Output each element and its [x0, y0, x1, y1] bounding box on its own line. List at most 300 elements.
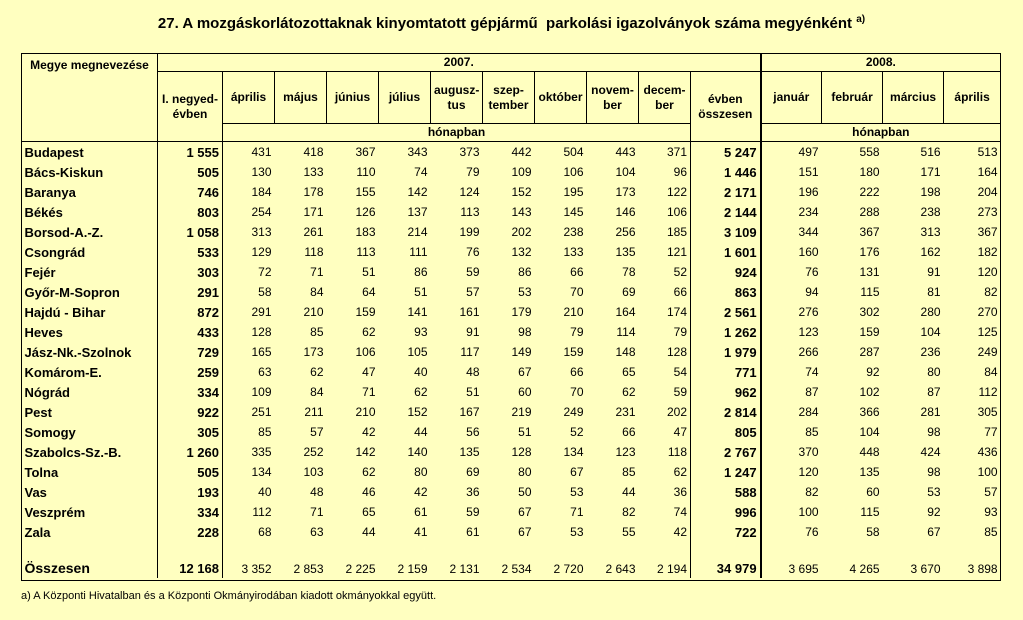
month-2007-value: 63 — [223, 362, 275, 382]
month-2008-value: 92 — [866, 365, 880, 379]
month-2008-value: 204 — [977, 185, 998, 199]
month-2007-value: 106 — [666, 205, 687, 219]
month-2007-value: 64 — [362, 285, 376, 299]
month-2007-value: 202 — [511, 225, 532, 239]
month-2007-value: 71 — [310, 265, 324, 279]
header-month-2007: augusz- tus — [431, 72, 483, 124]
header-month-2007: október — [535, 72, 587, 124]
month-2007-value: 85 — [223, 422, 275, 442]
month-2007-value: 114 — [616, 325, 636, 339]
month-2007-value: 418 — [303, 145, 324, 159]
month-2007-value: 2 534 — [501, 562, 532, 576]
month-2008-value: 234 — [761, 202, 822, 222]
month-2007-value: 343 — [407, 145, 428, 159]
month-2007-value: 3 352 — [223, 542, 275, 578]
month-2007-value: 252 — [303, 445, 324, 459]
month-2007-value: 173 — [303, 345, 324, 359]
year-total-value: 1 979 — [691, 342, 761, 362]
month-2008-value: 284 — [761, 402, 822, 422]
month-2007-value: 109 — [223, 382, 275, 402]
month-2008-value: 98 — [927, 425, 941, 439]
month-2008-value: 497 — [761, 142, 822, 163]
county-name: Összesen — [24, 560, 90, 576]
month-2008-value: 87 — [927, 385, 941, 399]
month-2007-value: 141 — [407, 305, 428, 319]
month-2007-value: 46 — [362, 485, 376, 499]
month-2007-value: 69 — [622, 285, 636, 299]
county-name: Békés — [24, 204, 63, 220]
month-2007-value: 145 — [563, 205, 584, 219]
month-2007-value: 133 — [563, 245, 584, 259]
table-row — [22, 362, 1001, 382]
year-total-value: 5 247 — [691, 142, 761, 163]
month-2007-value: 85 — [310, 325, 324, 339]
month-2008-value: 80 — [927, 365, 941, 379]
month-2008-value: 370 — [761, 442, 822, 462]
month-2008-value: 74 — [761, 362, 822, 382]
month-2007-value: 67 — [518, 525, 532, 539]
year-total-value: 1 262 — [691, 322, 761, 342]
q1-value: 505 — [158, 162, 223, 182]
table-row — [22, 442, 1001, 462]
q1-value: 1 260 — [158, 442, 223, 462]
parking-permits-table — [21, 53, 1001, 578]
header-month-2008: április — [944, 72, 1001, 124]
table-row — [22, 202, 1001, 222]
county-name: Pest — [24, 404, 52, 420]
month-2008-value: 131 — [859, 265, 880, 279]
month-2008-value: 151 — [761, 162, 822, 182]
month-2007-value: 80 — [518, 465, 532, 479]
header-q1: I. negyed- évben — [158, 72, 223, 142]
month-2007-value: 179 — [511, 305, 532, 319]
month-2007-value: 291 — [223, 302, 275, 322]
month-2007-value: 118 — [304, 245, 324, 259]
table-row — [22, 462, 1001, 482]
month-2008-value: 135 — [859, 465, 880, 479]
month-2007-value: 91 — [466, 325, 480, 339]
header-month-2007: június — [327, 72, 379, 124]
month-2007-value: 442 — [511, 145, 532, 159]
county-name: Csongrád — [24, 244, 86, 260]
month-2007-value: 70 — [570, 385, 584, 399]
month-2007-value: 178 — [303, 185, 324, 199]
year-total-value: 962 — [691, 382, 761, 402]
month-2007-value: 165 — [223, 342, 275, 362]
month-2008-value: 176 — [859, 245, 880, 259]
month-2007-value: 142 — [407, 185, 428, 199]
q1-value: 533 — [158, 242, 223, 262]
month-2008-value: 238 — [920, 205, 941, 219]
month-2007-value: 71 — [310, 505, 324, 519]
q1-value: 803 — [158, 202, 223, 222]
month-2007-value: 84 — [310, 385, 324, 399]
month-2007-value: 40 — [414, 365, 428, 379]
table-row — [22, 142, 1001, 163]
header-month-2007: szep- tember — [483, 72, 535, 124]
county-name: Tolna — [24, 464, 59, 480]
header-month-2008: március — [883, 72, 944, 124]
month-2008-value: 123 — [761, 322, 822, 342]
month-2008-value: 81 — [927, 285, 941, 299]
year-total-value: 2 144 — [691, 202, 761, 222]
month-2007-value: 62 — [362, 325, 376, 339]
month-2007-value: 161 — [459, 305, 480, 319]
month-2007-value: 111 — [409, 245, 428, 259]
header-monthly-2008: hónapban — [761, 124, 1001, 142]
month-2007-value: 128 — [223, 322, 275, 342]
county-name: Somogy — [24, 424, 76, 440]
month-2007-value: 155 — [355, 185, 376, 199]
month-2007-value: 52 — [673, 265, 687, 279]
month-2008-value: 196 — [761, 182, 822, 202]
year-total-value: 1 247 — [691, 462, 761, 482]
month-2007-value: 71 — [570, 505, 584, 519]
month-2007-value: 51 — [414, 285, 428, 299]
month-2007-value: 210 — [563, 305, 584, 319]
month-2007-value: 249 — [563, 405, 584, 419]
county-name: Vas — [24, 484, 47, 500]
header-month-2008: január — [761, 72, 822, 124]
month-2007-value: 51 — [362, 265, 376, 279]
q1-value: 259 — [158, 362, 223, 382]
month-2008-value: 57 — [984, 485, 998, 499]
month-2007-value: 2 159 — [397, 562, 428, 576]
month-2008-value: 516 — [920, 145, 941, 159]
month-2007-value: 44 — [622, 485, 636, 499]
month-2007-value: 44 — [362, 525, 376, 539]
month-2007-value: 109 — [511, 165, 532, 179]
month-2007-value: 76 — [466, 245, 480, 259]
month-2007-value: 66 — [673, 285, 687, 299]
county-name: Heves — [24, 324, 63, 340]
county-name: Szabolcs-Sz.-B. — [24, 444, 122, 460]
month-2007-value: 85 — [622, 465, 636, 479]
header-county: Megye megnevezése — [22, 54, 158, 142]
month-2007-value: 113 — [356, 245, 376, 259]
table-row — [22, 382, 1001, 402]
month-2007-value: 148 — [615, 345, 636, 359]
year-total-value: 34 979 — [691, 542, 761, 578]
q1-value: 303 — [158, 262, 223, 282]
month-2007-value: 36 — [466, 485, 480, 499]
month-2007-value: 238 — [563, 225, 584, 239]
month-2008-value: 313 — [920, 225, 941, 239]
month-2007-value: 2 643 — [605, 562, 636, 576]
month-2007-value: 173 — [615, 185, 636, 199]
month-2007-value: 106 — [355, 345, 376, 359]
month-2007-value: 60 — [518, 385, 532, 399]
month-2008-value: 281 — [920, 405, 941, 419]
month-2007-value: 128 — [511, 445, 532, 459]
month-2007-value: 184 — [223, 182, 275, 202]
month-2007-value: 133 — [303, 165, 324, 179]
table-row — [22, 342, 1001, 362]
table-title: 27. A mozgáskorlátozottaknak kinyomtatott gépjármű parkolási igazolványok száma megyénként $^{a)}$ — [157, 14, 866, 32]
month-2008-value: 249 — [977, 345, 998, 359]
table-row — [22, 482, 1001, 502]
month-2007-value: 159 — [563, 345, 584, 359]
month-2008-value: 77 — [984, 425, 998, 439]
month-2007-value: 126 — [355, 205, 376, 219]
month-2007-value: 2 720 — [553, 562, 584, 576]
month-2007-value: 68 — [223, 522, 275, 542]
month-2007-value: 210 — [355, 405, 376, 419]
month-2007-value: 152 — [511, 185, 532, 199]
header-year-total: évben összesen — [691, 72, 761, 142]
q1-value: 193 — [158, 482, 223, 502]
county-name: Budapest — [24, 144, 84, 160]
q1-value: 1 058 — [158, 222, 223, 242]
q1-value: 729 — [158, 342, 223, 362]
month-2007-value: 71 — [362, 385, 376, 399]
month-2008-value: 171 — [920, 165, 941, 179]
month-2007-value: 66 — [622, 425, 636, 439]
month-2007-value: 137 — [407, 205, 428, 219]
month-2007-value: 171 — [303, 205, 324, 219]
month-2008-value: 288 — [859, 205, 880, 219]
month-2007-value: 74 — [414, 165, 428, 179]
table-row — [22, 402, 1001, 422]
county-name: Bács-Kiskun — [24, 164, 104, 180]
month-2008-value: 160 — [761, 242, 822, 262]
q1-value: 12 168 — [158, 542, 223, 578]
table-body — [22, 142, 1001, 579]
county-name: Zala — [24, 524, 51, 540]
month-2008-value: 115 — [860, 285, 880, 299]
month-2007-value: 443 — [615, 145, 636, 159]
header-month-2008: február — [822, 72, 883, 124]
month-2007-value: 66 — [570, 265, 584, 279]
month-2007-value: 57 — [310, 425, 324, 439]
month-2007-value: 48 — [466, 365, 480, 379]
month-2007-value: 142 — [355, 445, 376, 459]
month-2008-value: 273 — [977, 205, 998, 219]
month-2007-value: 164 — [615, 305, 636, 319]
month-2007-value: 62 — [362, 465, 376, 479]
month-2007-value: 152 — [407, 405, 428, 419]
month-2007-value: 53 — [570, 485, 584, 499]
year-total-value: 3 109 — [691, 222, 761, 242]
header-month-2007: decem- ber — [639, 72, 691, 124]
month-2007-value: 121 — [666, 245, 687, 259]
month-2007-value: 367 — [355, 145, 376, 159]
month-2007-value: 129 — [223, 242, 275, 262]
month-2008-value: 100 — [977, 465, 998, 479]
month-2008-value: 367 — [977, 225, 998, 239]
month-2008-value: 100 — [761, 502, 822, 522]
month-2007-value: 74 — [673, 505, 687, 519]
month-2007-value: 183 — [355, 225, 376, 239]
month-2008-value: 270 — [977, 305, 998, 319]
month-2007-value: 51 — [518, 425, 532, 439]
table-row — [22, 162, 1001, 182]
month-2008-value: 366 — [859, 405, 880, 419]
month-2008-value: 3 695 — [761, 542, 822, 578]
month-2007-value: 210 — [303, 305, 324, 319]
month-2007-value: 53 — [518, 285, 532, 299]
month-2007-value: 62 — [622, 385, 636, 399]
month-2007-value: 78 — [622, 265, 636, 279]
month-2008-value: 58 — [866, 525, 880, 539]
table-row — [22, 282, 1001, 302]
month-2008-value: 60 — [866, 485, 880, 499]
month-2007-value: 124 — [459, 185, 480, 199]
month-2007-value: 59 — [673, 385, 687, 399]
month-2007-value: 98 — [518, 325, 532, 339]
table-row — [22, 502, 1001, 522]
month-2007-value: 47 — [673, 425, 687, 439]
month-2007-value: 67 — [570, 465, 584, 479]
month-2007-value: 86 — [518, 265, 532, 279]
month-2008-value: 85 — [761, 422, 822, 442]
year-total-value: 863 — [691, 282, 761, 302]
month-2007-value: 371 — [666, 145, 687, 159]
month-2008-value: 159 — [859, 325, 880, 339]
month-2008-value: 424 — [920, 445, 941, 459]
month-2007-value: 106 — [563, 165, 584, 179]
month-2007-value: 47 — [362, 365, 376, 379]
month-2008-value: 276 — [761, 302, 822, 322]
month-2007-value: 48 — [310, 485, 324, 499]
month-2007-value: 61 — [466, 525, 480, 539]
month-2007-value: 174 — [666, 305, 687, 319]
month-2008-value: 76 — [761, 522, 822, 542]
month-2007-value: 86 — [414, 265, 428, 279]
month-2007-value: 202 — [666, 405, 687, 419]
q1-value: 334 — [158, 382, 223, 402]
month-2008-value: 436 — [977, 445, 998, 459]
month-2008-value: 102 — [859, 385, 880, 399]
year-total-value: 2 767 — [691, 442, 761, 462]
month-2008-value: 305 — [977, 405, 998, 419]
q1-value: 505 — [158, 462, 223, 482]
month-2007-value: 135 — [615, 245, 636, 259]
month-2008-value: 344 — [761, 222, 822, 242]
month-2008-value: 280 — [920, 305, 941, 319]
month-2008-value: 222 — [859, 185, 880, 199]
month-2007-value: 211 — [304, 405, 324, 419]
header-year-2008: 2008. — [761, 54, 1001, 72]
table-row — [22, 182, 1001, 202]
month-2007-value: 251 — [223, 402, 275, 422]
month-2007-value: 82 — [622, 505, 636, 519]
month-2007-value: 79 — [673, 325, 687, 339]
month-2007-value: 199 — [459, 225, 480, 239]
month-2007-value: 261 — [303, 225, 324, 239]
month-2008-value: 266 — [761, 342, 822, 362]
month-2007-value: 96 — [673, 165, 687, 179]
month-2007-value: 431 — [223, 142, 275, 163]
month-2007-value: 67 — [518, 505, 532, 519]
month-2008-value: 92 — [927, 505, 941, 519]
county-name: Veszprém — [24, 504, 86, 520]
q1-value: 922 — [158, 402, 223, 422]
month-2007-value: 54 — [673, 365, 687, 379]
table-row — [22, 422, 1001, 442]
month-2007-value: 52 — [570, 425, 584, 439]
table-row — [22, 222, 1001, 242]
year-total-value: 2 561 — [691, 302, 761, 322]
month-2007-value: 2 853 — [293, 562, 324, 576]
month-2008-value: 448 — [859, 445, 880, 459]
month-2007-value: 67 — [518, 365, 532, 379]
header-year-2007: 2007. — [158, 54, 761, 72]
month-2008-value: 53 — [927, 485, 941, 499]
month-2007-value: 61 — [414, 505, 428, 519]
month-2007-value: 59 — [466, 505, 480, 519]
q1-value: 1 555 — [158, 142, 223, 163]
year-total-value: 805 — [691, 422, 761, 442]
table-row — [22, 242, 1001, 262]
month-2008-value: 91 — [927, 265, 941, 279]
header-month-2007: április — [223, 72, 275, 124]
q1-value: 334 — [158, 502, 223, 522]
month-2007-value: 42 — [673, 525, 687, 539]
month-2008-value: 85 — [984, 525, 998, 539]
month-2007-value: 122 — [666, 185, 687, 199]
month-2008-value: 182 — [977, 245, 998, 259]
month-2007-value: 335 — [223, 442, 275, 462]
county-name: Komárom-E. — [24, 364, 102, 380]
month-2008-value: 558 — [859, 145, 880, 159]
month-2007-value: 2 194 — [656, 562, 687, 576]
month-2007-value: 256 — [615, 225, 636, 239]
month-2008-value: 98 — [927, 465, 941, 479]
month-2007-value: 59 — [466, 265, 480, 279]
month-2007-value: 214 — [407, 225, 428, 239]
month-2008-value: 93 — [984, 505, 998, 519]
month-2007-value: 103 — [303, 465, 324, 479]
month-2007-value: 53 — [570, 525, 584, 539]
month-2008-value: 3 898 — [967, 562, 998, 576]
month-2007-value: 132 — [511, 245, 532, 259]
month-2007-value: 93 — [414, 325, 428, 339]
month-2008-value: 120 — [761, 462, 822, 482]
month-2008-value: 84 — [984, 365, 998, 379]
month-2007-value: 254 — [223, 202, 275, 222]
month-2007-value: 84 — [310, 285, 324, 299]
county-name: Borsod-A.-Z. — [24, 224, 104, 240]
month-2007-value: 62 — [310, 365, 324, 379]
month-2008-value: 164 — [977, 165, 998, 179]
month-2007-value: 130 — [223, 162, 275, 182]
month-2007-value: 123 — [615, 445, 636, 459]
q1-value: 228 — [158, 522, 223, 542]
month-2008-value: 513 — [977, 145, 998, 159]
q1-value: 872 — [158, 302, 223, 322]
year-total-value: 1 446 — [691, 162, 761, 182]
month-2007-value: 167 — [459, 405, 480, 419]
q1-value: 433 — [158, 322, 223, 342]
month-2007-value: 149 — [511, 345, 532, 359]
month-2007-value: 2 225 — [345, 562, 376, 576]
month-2007-value: 128 — [666, 345, 687, 359]
month-2008-value: 94 — [761, 282, 822, 302]
year-total-value: 2 171 — [691, 182, 761, 202]
table-row — [22, 522, 1001, 542]
month-2007-value: 134 — [223, 462, 275, 482]
month-2008-value: 82 — [984, 285, 998, 299]
month-2007-value: 70 — [570, 285, 584, 299]
month-2008-value: 367 — [859, 225, 880, 239]
month-2007-value: 56 — [466, 425, 480, 439]
month-2007-value: 44 — [414, 425, 428, 439]
month-2007-value: 62 — [673, 465, 687, 479]
month-2008-value: 87 — [761, 382, 822, 402]
month-2008-value: 4 265 — [849, 562, 880, 576]
month-2007-value: 2 131 — [449, 562, 480, 576]
